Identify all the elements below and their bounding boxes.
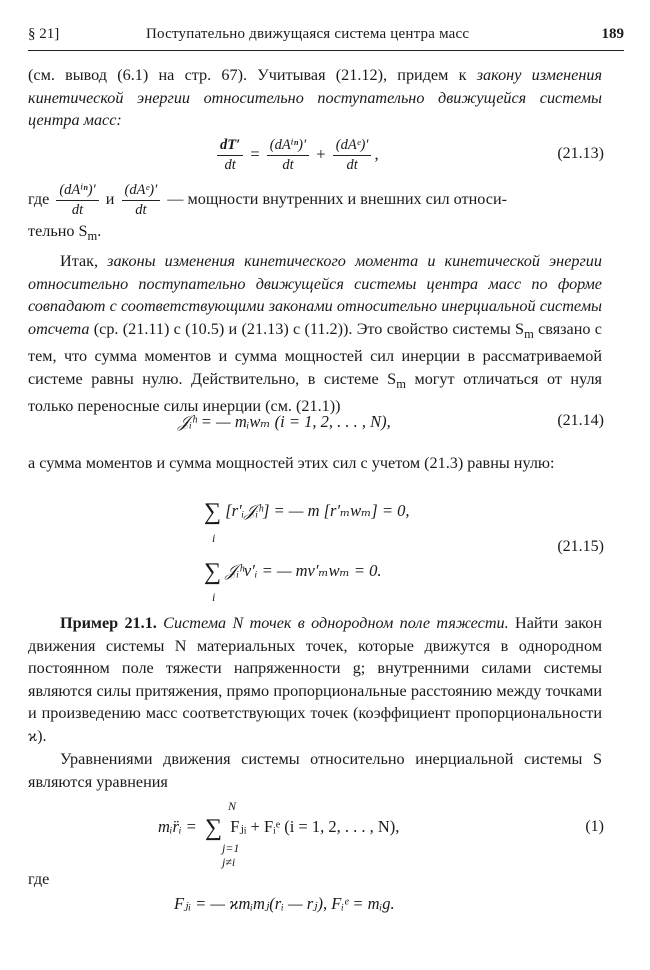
- laws-emphasis: законы изменения кинетического момента и кинетической энергии относительно поступательно движущейся системы центра масс по форме совпадают с соответствующими законами относительно инерциальной системы отсчета: [28, 252, 602, 338]
- energy-law-emphasis: закону изменения кинетической энергии относительно поступательно движущейся системы центра масс:: [28, 66, 602, 129]
- paragraph-sum-zero: а сумма моментов и сумма мощностей этих сил с учетом (21.3) равны нулю:: [28, 454, 555, 472]
- fraction-dT: $\frac{dT'}{dt}$: [217, 136, 243, 175]
- where-line-continuation: тельно $S_m$.: [28, 222, 102, 244]
- equation-21-13: $\frac{dT'}{dt}$ = $\frac{\text{(dAⁱⁿ)′}}{dt}$ + $\frac{\text{(dAᵉ)′}}{dt}$ ,: [214, 136, 379, 175]
- fraction-power-e: $\frac{\text{(dAᵉ)′}}{dt}$: [122, 181, 161, 220]
- example-21-1: [28, 612, 602, 747]
- equation-number-1: (1): [585, 818, 604, 835]
- fraction-dA-e: $\frac{\text{(dAᵉ)′}}{dt}$: [333, 136, 372, 175]
- header-rule: [28, 50, 624, 51]
- where-line: где $\frac{\text{(dAⁱⁿ)′}}{dt}$ и $\frac{\text{(dAᵉ)′}}{dt}$ — мощности внутренних и внешних сил относи-: [28, 182, 507, 218]
- fraction-dA-in: $\frac{\text{(dAⁱⁿ)′}}{dt}$: [267, 136, 309, 175]
- sum-upper-limit: N: [228, 799, 237, 813]
- running-title: Поступательно движущаяся система центра масс: [146, 26, 470, 42]
- running-header: [28, 26, 624, 48]
- section-label: § 21]: [28, 26, 60, 42]
- sum-index-2: i: [212, 590, 216, 604]
- equation-number-21-15: (21.15): [557, 538, 604, 555]
- force-definitions: Fⱼᵢ = — ϰmᵢmⱼ(rᵢ — rⱼ), Fᵢᵉ = mᵢg.: [174, 894, 395, 913]
- page-number: 189: [601, 26, 624, 42]
- sum-lower-limit-1: j=1: [222, 841, 240, 855]
- equation-number-21-13: (21.13): [557, 145, 604, 162]
- equation-number-21-14: (21.14): [557, 412, 604, 429]
- example-title: Система N точек в однородном поле тяжести.: [156, 614, 509, 632]
- paragraph-laws-summary: Итак, законы изменения кинетического момента и кинетической энергии относительно поступательно движущейся системы центра масс по форме совпадают с соответствующими законами относительно инерциальной системы отсчета (ср. (21.11) с (10.5) и (21.13) с (11.2)). Это свойство системы $S_m$ связано с тем, что сумма моментов и сумма мощностей сил инерции в рассматриваемой системе равны нулю. Действительно, в системе $S_m$ могут отличаться от нуля только переносные силы инерции (см. (21.1)): [28, 252, 603, 416]
- equation-21-14: 𝒥ᵢʰ = — mᵢwₘ (i = 1, 2, . . . , N),: [178, 412, 391, 431]
- example-label: Пример 21.1.: [60, 614, 157, 632]
- equation-1: mᵢr̈ᵢ = ∑ Fⱼᵢ + Fᵢᵉ (i = 1, 2, . . . , N),: [158, 815, 400, 841]
- example-statement: Найти закон движения системы N материальных точек, которые движутся в однородном постоянном поле тяжести напряженности g; внутренними силами системы являются силы притяжения, прямо пропорциональные расстоянию между точками и произведению масс соответствующих точек (коэффициент пропорциональности ϰ).: [28, 614, 602, 745]
- equation-21-15-line2: ∑ 𝒥ᵢʰv′ᵢ = — mv′ₘwₘ = 0.: [204, 559, 382, 585]
- equation-21-15-line1: ∑ [r′ᵢ𝒥ᵢʰ] = — m [r′ₘwₘ] = 0,: [204, 499, 410, 525]
- fraction-power-in: $\frac{\text{(dAⁱⁿ)′}}{dt}$: [56, 181, 98, 220]
- sum-lower-limit-2: j≠i: [222, 855, 236, 869]
- where-label: где: [28, 870, 50, 888]
- paragraph-equations-of-motion: Уравнениями движения системы относительно инерциальной системы S являются уравнения: [28, 750, 602, 791]
- sum-index-1: i: [212, 531, 216, 545]
- paragraph-energy-law: (см. вывод (6.1) на стр. 67). Учитывая (21.12), придем к закону изменения кинетической энергии относительно поступательно движущейся системы центра масс:: [28, 66, 602, 129]
